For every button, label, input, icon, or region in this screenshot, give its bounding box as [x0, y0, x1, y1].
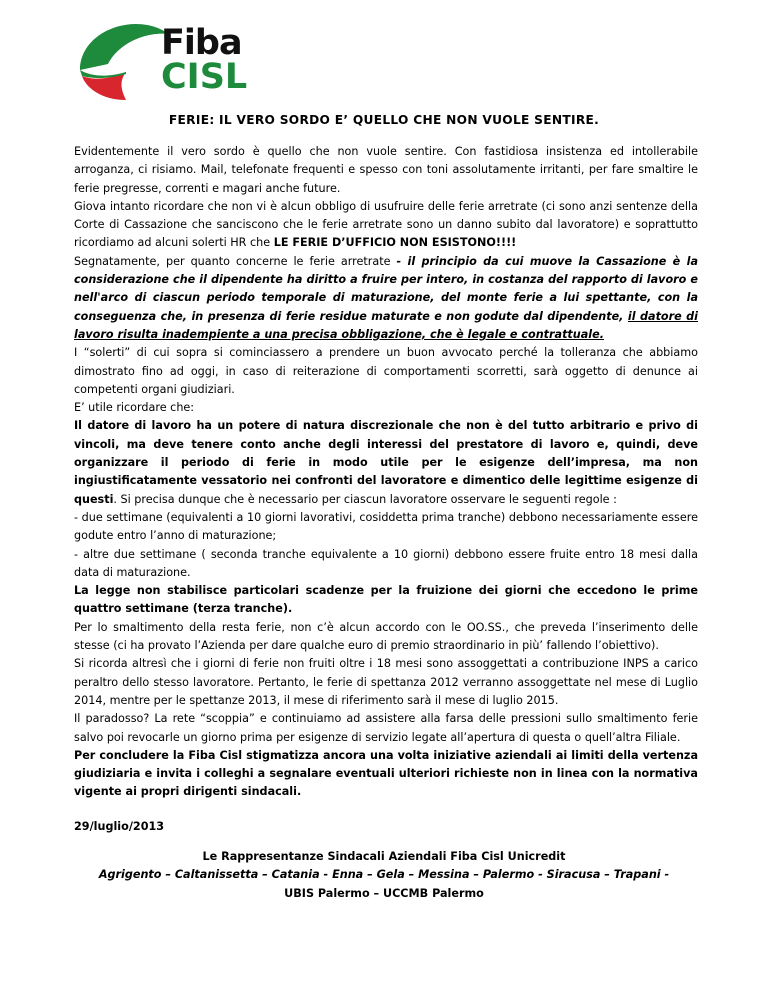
- logo-cisl-text: CISL: [161, 57, 248, 97]
- paragraph: I “solerti” di cui sopra si cominciassero a prendere un buon avvocato perché la tolleranza che abbiamo dimostrato fino ad oggi, in caso di reiterazione di comportamenti scorretti, sarà oggetto di denunce ai competenti organi giudiziari.: [74, 346, 698, 396]
- paragraph-text: . Si precisa dunque che è necessario per ciascun lavoratore osservare le seguenti regole :: [113, 492, 617, 506]
- signature-line: Agrigento – Caltanissetta – Catania - Enna – Gela – Messina – Palermo - Siracusa – Trapani -: [98, 868, 670, 882]
- paragraph: [74, 417, 698, 508]
- paragraph: Il paradosso? La rete “scoppia” e continuiamo ad assistere alla farsa delle pressioni sullo smaltimento ferie salvo poi revocarle un giorno prima per esigenze di servizio legate all’apertura di questa o quell’altra Filiale.: [74, 712, 698, 744]
- emphasis-text: Il datore di lavoro ha un potere di natura discrezionale che non è del tutto arbitrario e privo di vincoli, ma deve tenere conto anche degli interessi del prestatore di lavoro e, quindi, deve organizzare il periodo di ferie in modo utile per le esigenze dell’impresa, ma non ingiustificatamente vessatorio nei confronti del lavoratore e dimentico delle legittime esigenze di questi: [74, 419, 698, 506]
- paragraph: Si ricorda altresì che i giorni di ferie non fruiti oltre i 18 mesi sono assoggettati a contribuzione INPS a carico peraltro dello stesso lavoratore. Pertanto, le ferie di spettanza 2012 verranno assoggettate nel mese di Luglio 2014, mentre per le spettanze 2013, il mese di riferimento sarà il mese di luglio 2015.: [74, 657, 698, 707]
- signature-line: UBIS Palermo – UCCMB Palermo: [284, 886, 484, 900]
- logo-fiba-text: Fiba: [161, 23, 242, 63]
- paragraph: [74, 198, 698, 253]
- emphasis-underlined-text: il datore di lavoro risulta inadempiente a una precisa obbligazione, che è legale e contrattuale.: [74, 309, 699, 341]
- emphasis-text: LE FERIE D’UFFICIO NON ESISTONO!!!!: [273, 236, 517, 250]
- emphasis-text: - il principio da cui muove la Cassazione è la considerazione che il dipendente ha diritto a fruire per intero, in costanza del rapporto di lavoro e nell'arco di ciascun periodo temporale di maturazione, del monte ferie a lui spettante, con la conseguenza che, in presenza di ferie residue maturate e non godute dal dipendente,: [74, 254, 699, 323]
- paragraph: Per lo smaltimento della resta ferie, non c’è alcun accordo con le OO.SS., che preveda l’inserimento delle stesse (ci ha provato l’Azienda per dare qualche euro di premio straordinario in più’ fallendo l’obiettivo).: [74, 620, 698, 653]
- signature-block: [0, 848, 768, 903]
- signature-line: Le Rappresentanze Sindacali Aziendali Fiba Cisl Unicredit: [202, 850, 566, 863]
- logo-wordmark: [161, 23, 248, 97]
- list-item: - due settimane (equivalenti a 10 giorni lavorativi, cosiddetta prima tranche) debbono necessariamente essere godute entro l’anno di maturazione;: [74, 510, 698, 543]
- list-item: - altre due settimane ( seconda tranche equivalente a 10 giorni) debbono essere fruite entro 18 mesi dalla data di maturazione.: [74, 547, 698, 579]
- paragraph: Per concludere la Fiba Cisl stigmatizza ancora una volta iniziative aziendali ai limiti della vertenza giudiziaria e invita i colleghi a segnalare eventuali ulteriori richieste non in linea con la normativa vigente ai propri dirigenti sindacali.: [74, 748, 698, 799]
- paragraph: E’ utile ricordare che:: [74, 401, 195, 415]
- paragraph: Evidentemente il vero sordo è quello che non vuole sentire. Con fastidiosa insistenza ed intollerabile arroganza, ci risiamo. Mail, telefonate frequenti e spesso con toni assolutamente irritanti, per fare smaltire le ferie pregresse, correnti e magari anche future.: [74, 145, 698, 195]
- paragraph-text: Giova intanto ricordare che non vi è alcun obbligo di usufruire delle ferie arretrate (ci sono anzi sentenze della Corte di Cassazione che sanciscono che le ferie arretrate sono un danno subito dal lavoratore) e soprattutto ricordiamo ad alcuni solerti HR che: [74, 199, 698, 250]
- paragraph-text: Segnatamente, per quanto concerne le ferie arretrate: [74, 254, 397, 268]
- document-body: [74, 143, 698, 802]
- paragraph: La legge non stabilisce particolari scadenze per la fruizione dei giorni che eccedono le prime quattro settimane (terza tranche).: [74, 584, 698, 616]
- document-date: 29/luglio/2013: [74, 820, 165, 833]
- paragraph: [74, 253, 698, 344]
- document-title: FERIE: IL VERO SORDO E’ QUELLO CHE NON VUOLE SENTIRE.: [168, 113, 600, 127]
